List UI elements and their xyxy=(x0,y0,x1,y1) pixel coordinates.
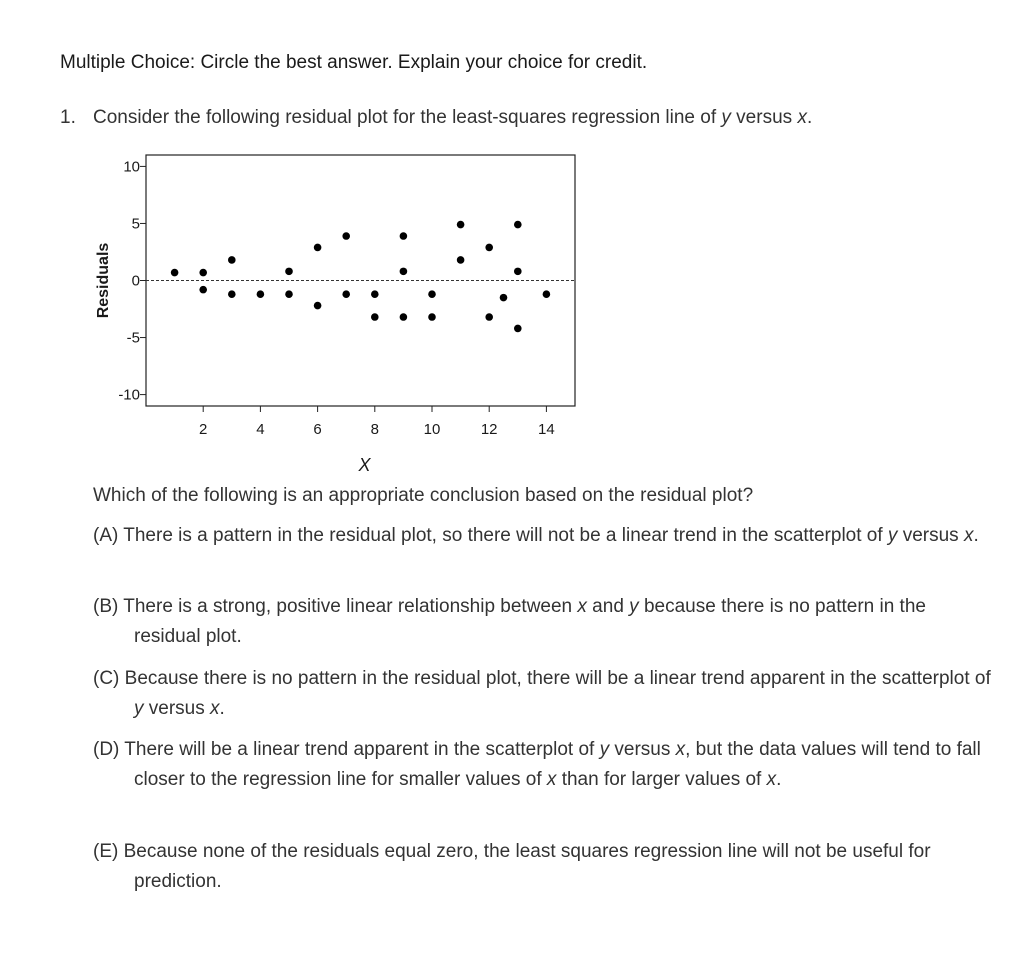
x-tick-label: 8 xyxy=(370,421,379,438)
choice-text-part: versus xyxy=(609,739,676,760)
choice-text-part: x xyxy=(963,525,974,546)
data-point xyxy=(400,313,408,321)
x-tick-label: 2 xyxy=(199,421,208,438)
y-tick-label: -5 xyxy=(126,329,140,347)
data-point xyxy=(428,290,436,298)
choice-text-part: (D) There will be a linear trend apparent in the scatterplot of xyxy=(93,739,600,760)
data-point xyxy=(428,313,436,321)
x-tick-label: 12 xyxy=(480,421,498,438)
y-tick-label: 5 xyxy=(131,215,140,233)
data-point xyxy=(228,290,236,298)
y-axis-label: Residuals xyxy=(95,242,112,319)
choice-b[interactable] xyxy=(93,592,994,652)
choice-text-part: because there is no pattern in the residual plot. xyxy=(134,596,926,647)
choice-text-part: x xyxy=(675,739,686,760)
data-point xyxy=(457,221,465,229)
data-point xyxy=(342,290,350,298)
x-tick-label: 14 xyxy=(538,421,555,438)
data-point xyxy=(514,268,522,276)
data-point xyxy=(485,244,493,252)
choice-text-part: , but the data values will tend to fall closer to the regression line for smaller values of xyxy=(134,739,981,790)
question-var-x: x xyxy=(797,107,807,128)
data-point xyxy=(171,269,179,277)
x-tick-label: 10 xyxy=(423,421,441,438)
question-1 xyxy=(60,107,812,129)
data-point xyxy=(228,256,236,264)
data-point xyxy=(199,286,207,294)
choice-text-part: than for larger values of xyxy=(556,769,767,790)
data-point xyxy=(371,290,379,298)
data-point xyxy=(199,269,207,277)
choice-text-part: (B) There is a strong, positive linear relationship between xyxy=(93,596,578,617)
choice-text-part: . xyxy=(973,525,979,546)
choice-text-part: y xyxy=(134,698,144,719)
instructions: Multiple Choice: Circle the best answer. Explain your choice for credit. xyxy=(60,52,648,73)
choice-text-part: y xyxy=(599,739,610,760)
data-point xyxy=(285,268,293,276)
choice-text-part: (A) There is a pattern in the residual plot, so there will not be a linear trend in the scatterplot of xyxy=(93,525,888,546)
choice-a[interactable] xyxy=(93,521,994,551)
choice-text-part: and xyxy=(586,596,630,617)
data-point xyxy=(400,232,408,240)
x-axis-label: X xyxy=(358,455,371,475)
choice-d[interactable] xyxy=(93,735,994,795)
data-point xyxy=(285,290,293,298)
data-point xyxy=(314,302,322,310)
choice-text-part: versus xyxy=(143,698,211,719)
plot-frame xyxy=(146,155,575,406)
choice-text-part: (C) Because there is no pattern in the residual plot, there will be a linear trend apparent in the scatterplot of xyxy=(93,668,991,689)
choice-text-part: . xyxy=(776,769,782,790)
choice-text-part: (E) Because none of the residuals equal zero, the least squares regression line will not be useful for prediction. xyxy=(93,841,931,892)
data-point xyxy=(257,290,265,298)
choice-e[interactable] xyxy=(93,837,994,897)
question-text-end: . xyxy=(806,107,813,128)
choice-prompt: Which of the following is an appropriate conclusion based on the residual plot? xyxy=(93,485,754,506)
question-text-mid: versus xyxy=(730,107,798,128)
y-tick-label: -10 xyxy=(118,386,140,404)
choice-c[interactable] xyxy=(93,664,994,724)
data-point xyxy=(500,294,508,302)
choice-text-part: . xyxy=(219,698,225,719)
data-point xyxy=(342,232,350,240)
question-var-y: y xyxy=(721,107,731,128)
data-point xyxy=(314,244,322,252)
choice-text-part: x xyxy=(577,596,587,617)
choice-text-part: x xyxy=(766,769,777,790)
data-point xyxy=(400,268,408,276)
data-point xyxy=(514,221,522,229)
question-number: 1. xyxy=(60,107,76,128)
x-tick-label: 6 xyxy=(313,421,322,438)
question-text: Consider the following residual plot for the least-squares regression line of xyxy=(93,107,722,128)
y-tick-label: 10 xyxy=(123,158,140,176)
data-point xyxy=(543,290,551,298)
x-tick-label: 4 xyxy=(256,421,265,438)
data-point xyxy=(485,313,493,321)
choice-text-part: x xyxy=(210,698,220,719)
data-point xyxy=(371,313,379,321)
choice-text-part: x xyxy=(546,769,557,790)
choice-text-part: versus xyxy=(897,525,964,546)
choice-text-part: y xyxy=(629,596,639,617)
data-point xyxy=(514,325,522,333)
data-point xyxy=(457,256,465,264)
choice-text-part: y xyxy=(887,525,898,546)
y-tick-label: 0 xyxy=(131,272,140,290)
